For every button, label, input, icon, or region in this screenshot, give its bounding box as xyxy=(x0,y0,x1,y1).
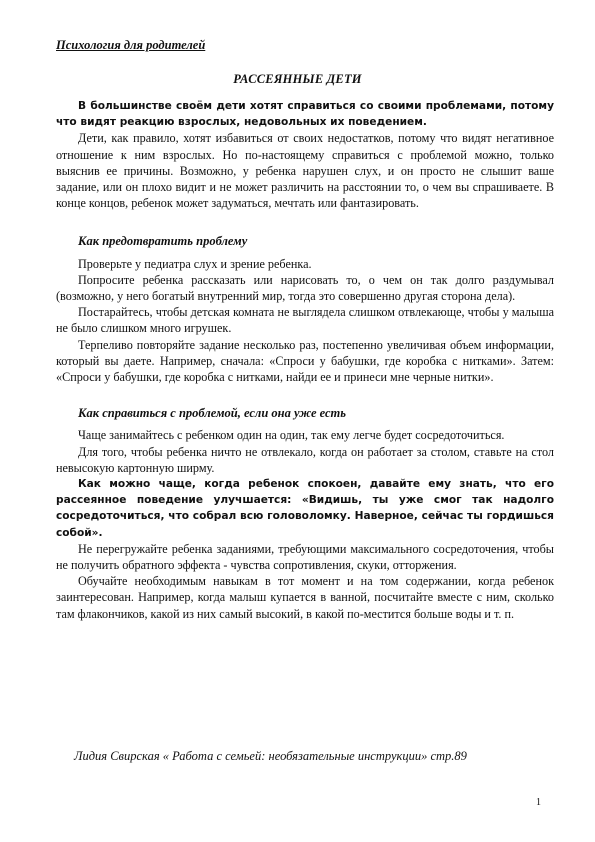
article-title: РАССЕЯННЫЕ ДЕТИ xyxy=(233,72,362,86)
page-header: Психология для родителей xyxy=(56,38,206,52)
section1-paragraph: Попросите ребенка рассказать или нарисовать то, о чем он так долго раздумывал (возможно, у него богатый внутренний мир, тогда это совершенно другая сторона дела). xyxy=(56,272,554,304)
intro-paragraph: Дети, как правило, хотят избавиться от своих недостатков, потому что видят негативное отношение к ним взрослых. Но по-настоящему справиться с проблемой можно, только выяснив ее причины. Возможно, у ребенка нарушен слух, и он просто не слышит ваше задание, или он плохо видит и не может различить на расстоянии то, о чем вы спрашиваете. В конце концов, ребенок может задуматься, мечтать или фантазировать. xyxy=(56,131,554,211)
section2-paragraph: Чаще занимайтесь с ребенком один на один, так ему легче будет сосредоточиться. xyxy=(78,428,505,443)
section1-paragraph: Терпеливо повторяйте задание несколько раз, постепенно увеличивая объем информации, который вы даете. Например, сначала: «Спроси у бабушки, где коробка с нитками». Затем: «Спроси у бабушки, где коробка с нитками, найди ее и принеси мне черные нитки». xyxy=(56,337,554,385)
section2-bold-paragraph: Как можно чаще, когда ребенок спокоен, давайте ему знать, что его рассеянное поведение улучшается: «Видишь, ты уже смог так надолго сосредоточиться, что собрал всю головоломку. Наверное, сейчас ты гордишься собой». xyxy=(56,478,554,539)
section-heading-cope: Как справиться с проблемой, если она уже есть xyxy=(78,406,346,421)
intro-bold-paragraph: В большинстве своём дети хотят справиться со своими проблемами, потому что видят реакцию взрослых, недовольных их поведением. xyxy=(56,100,554,129)
section1-paragraph: Постарайтесь, чтобы детская комната не выглядела слишком отвлекающе, чтобы у малыша не было слишком много игрушек. xyxy=(56,305,554,336)
page-number: 1 xyxy=(536,797,541,808)
section2-paragraph: Не перегружайте ребенка заданиями, требующими максимального сосредоточения, чтобы не получить обратного эффекта - чувства сопротивления, скуки, отторжения. xyxy=(56,541,554,573)
section1-paragraph: Проверьте у педиатра слух и зрение ребенка. xyxy=(78,256,312,271)
article-body xyxy=(56,98,554,622)
section2-paragraph: Обучайте необходимым навыкам в тот момент и на том содержании, когда ребенок заинтересован. Например, когда малыш купается в ванной, посчитайте вместе с ним, сколько там флакончиков, какой из них самый высокий, в какой по-местится больше воды и т. п. xyxy=(56,574,554,621)
source-citation: Лидия Свирская « Работа с семьей: необязательные инструкции» стр.89 xyxy=(74,749,467,763)
section-heading-prevent: Как предотвратить проблему xyxy=(78,234,248,249)
section2-paragraph: Для того, чтобы ребенка ничто не отвлекало, когда он работает за столом, ставьте на стол невысокую картонную ширму. xyxy=(56,444,554,475)
